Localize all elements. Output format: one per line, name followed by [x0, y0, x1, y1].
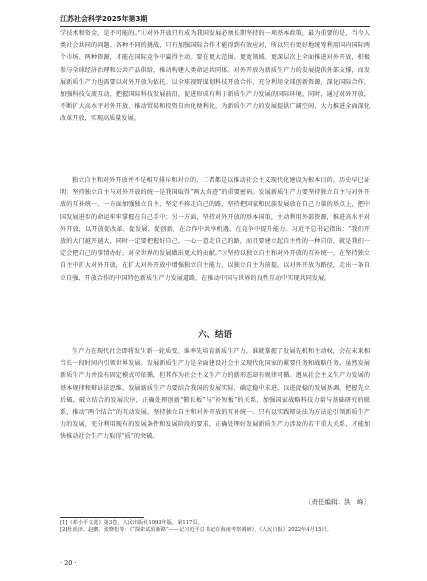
footnote-2: [2]杜尚泽、赵鹏、张晓松等：《“探索试验新路”——记习近平总书记在海南考察调研》，《人民日报》2022年4月15日。 [60, 527, 332, 534]
footnote-divider [60, 517, 144, 518]
body-paragraph-3: 生产力在现代社会即将发生新一轮质变。谁率先培育新质生产力，谁就掌握了发展先机和主动权，会在未来相当长一段时间内引领世界发展。发展新质生产力是全面建设社会主义现代化国家的紧要任务和战略任务。虽然发展新质生产力并没有固定模式可依循，但其作为社会主义生产力的新形态却有规律可循。遵从社会主义生产力发展的基本规律和辩证法思维，发展新质生产力要结合我国的发展实际，确定稳中求进、以进促稳的发展基调，把握先立后破、破立结合的发展次序，正确处理创新“锻长板”与“补短板”的关系，加强国家战略科技力量与基础研究的联系，推动“两个结合”的互动发展，坚持独立自主和对外开放的互补统一。只有以实践辩证法为方法论引领新质生产力的发展，充分利用现有的发展条件和发展阶段的要求，正确处理好发展新质生产力涉及的若干重大关系，才能加快推动社会生产力取得“质”的突破。 [60, 348, 370, 441]
responsible-editor: 〔责任编辑：洪 峰〕 [305, 498, 370, 506]
footnote-1: [1]《邓小平文选》第3卷，人民出版社1993年版，第117页。 [60, 520, 203, 526]
footnotes [60, 520, 370, 535]
body-paragraph-2: 独立自主和对外开放并不是相互排斥和对立的，二者都是以推动社会主义现代化建设为根本目的。历史早已证明：坚持独立自主与对外开放的统一是我国取得“两大奇迹”的重要密码。发展新质生产力要坚持独立自主与对外开放的互补统一。一方面加强独立自主，坚定不移走自己的路，坚持把国家和民族发展放在自己力量的基点上，把中国发展进步的命运牢牢掌握在自己手中；另一方面，坚持对外开放的基本国策，主动利用外部资源，推进高水平对外开放，以开放促改革、促发展、促创新，在合作中共享机遇、在竞争中提升能力。习近平总书记指出：“我们开放的大门越开越大，同时一定要把握好自己，一心一意走自己的路，而且要建立起自主性的一种自信，就是我们一定会把自己的事情办好，对全世界的发展做出更大的贡献。”③坚持以独立自主和对外开放的互补统一，在坚持独立自主中扩大对外开放，在扩大对外开放中增强独立自主能力，以独立自主为前提，以对外开放为路径，走出一条自立自强、开放合作的中国特色新质生产力发展道路，在推动中国与世界的良性互动中实现共同发展。 [60, 177, 370, 282]
section-heading-conclusion: 六、结语 [197, 330, 232, 340]
running-header: 江苏社会科学2025年第3期 [60, 15, 370, 27]
page-number: · 20 · [60, 559, 77, 567]
body-paragraph-1: 学技术和资金，是不可能的。”①对外开放只有成为我国发展必须长期坚持的一项基本政策，最为重要的是，当今人类社会共同的问题、各种不同的挑战，只有加强国际合作才能得到有效应对，所以只有更好地统筹利用国内国际两个市场、两种资源，才能在国际竞争中赢得主动。要在更大范围、更宽领域、更深层次上全面推进对外开放，积极参与全球经济治理和公共产品供给，推动构建人类命运共同体。对外开放为新质生产力的发展提供外部支撑，而发展新质生产力也需要以对外开放为依托。以全球视野谋划科技开放合作，充分利用全球创新资源，深化国际合作，加强科技交流互动，把握国际科技发展前沿，促进形成有利于新质生产力发展的国际环境。同时，通过对外开放，不断扩大高水平对外开放，推动贸易和投资自由化便利化，为新质生产力的发展提供广阔空间，大力推进全面深化改革开放，实现高质量发展。 [60, 30, 370, 123]
